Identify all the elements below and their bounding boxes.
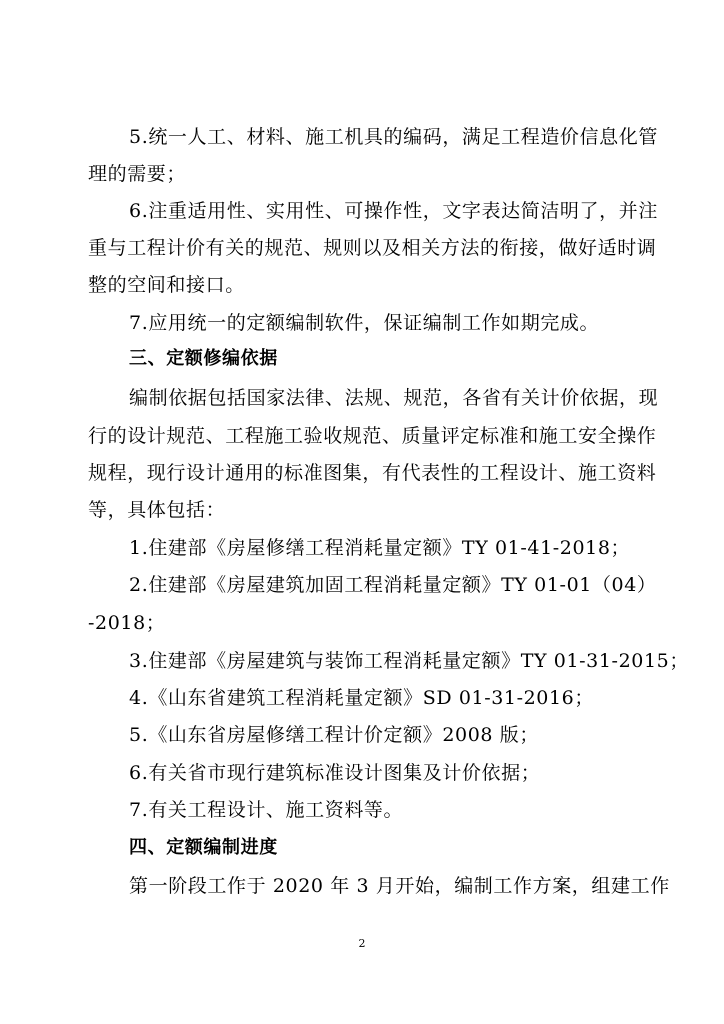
text-line: 第一阶段工作于 2020 年 3 月开始，编制工作方案，组建工作: [129, 875, 670, 897]
section-heading: 四、定额编制进度: [129, 837, 278, 858]
text-line: 3.住建部《房屋建筑与装饰工程消耗量定额》TY 01-31-2015；: [129, 650, 689, 672]
text-line: 理的需要；: [88, 163, 187, 185]
text-line: 重与工程计价有关的规范、规则以及相关方法的衔接，做好适时调: [88, 237, 657, 259]
text-line: 4.《山东省建筑工程消耗量定额》SD 01-31-2016；: [129, 687, 594, 709]
text-line: 2.住建部《房屋建筑加固工程消耗量定额》TY 01-01（04）: [129, 574, 657, 596]
text-line: 1.住建部《房屋修缮工程消耗量定额》TY 01-41-2018；: [129, 537, 631, 559]
text-line: 行的设计规范、工程施工验收规范、质量评定标准和施工安全操作: [88, 425, 657, 447]
text-line: 整的空间和接口。: [88, 274, 245, 296]
text-line: 5.统一人工、材料、施工机具的编码，满足工程造价信息化管: [129, 126, 658, 148]
text-line: 6.有关省市现行建筑标准设计图集及计价依据；: [129, 762, 541, 784]
text-line: 规程，现行设计通用的标准图集，有代表性的工程设计、施工资料: [88, 462, 657, 484]
text-line: 7.有关工程设计、施工资料等。: [129, 799, 404, 821]
section-heading: 三、定额修编依据: [129, 348, 278, 369]
text-line: 6.注重适用性、实用性、可操作性，文字表达简洁明了，并注: [129, 200, 658, 222]
text-line: 7.应用统一的定额编制软件，保证编制工作如期完成。: [129, 312, 600, 334]
text-line: -2018；: [88, 612, 166, 634]
text-line: 5.《山东省房屋修缮工程计价定额》2008 版；: [129, 724, 539, 746]
page-number: 2: [358, 937, 366, 950]
text-line: 等，具体包括：: [88, 499, 226, 521]
text-line: 编制依据包括国家法律、法规、规范，各省有关计价依据，现: [129, 387, 659, 409]
